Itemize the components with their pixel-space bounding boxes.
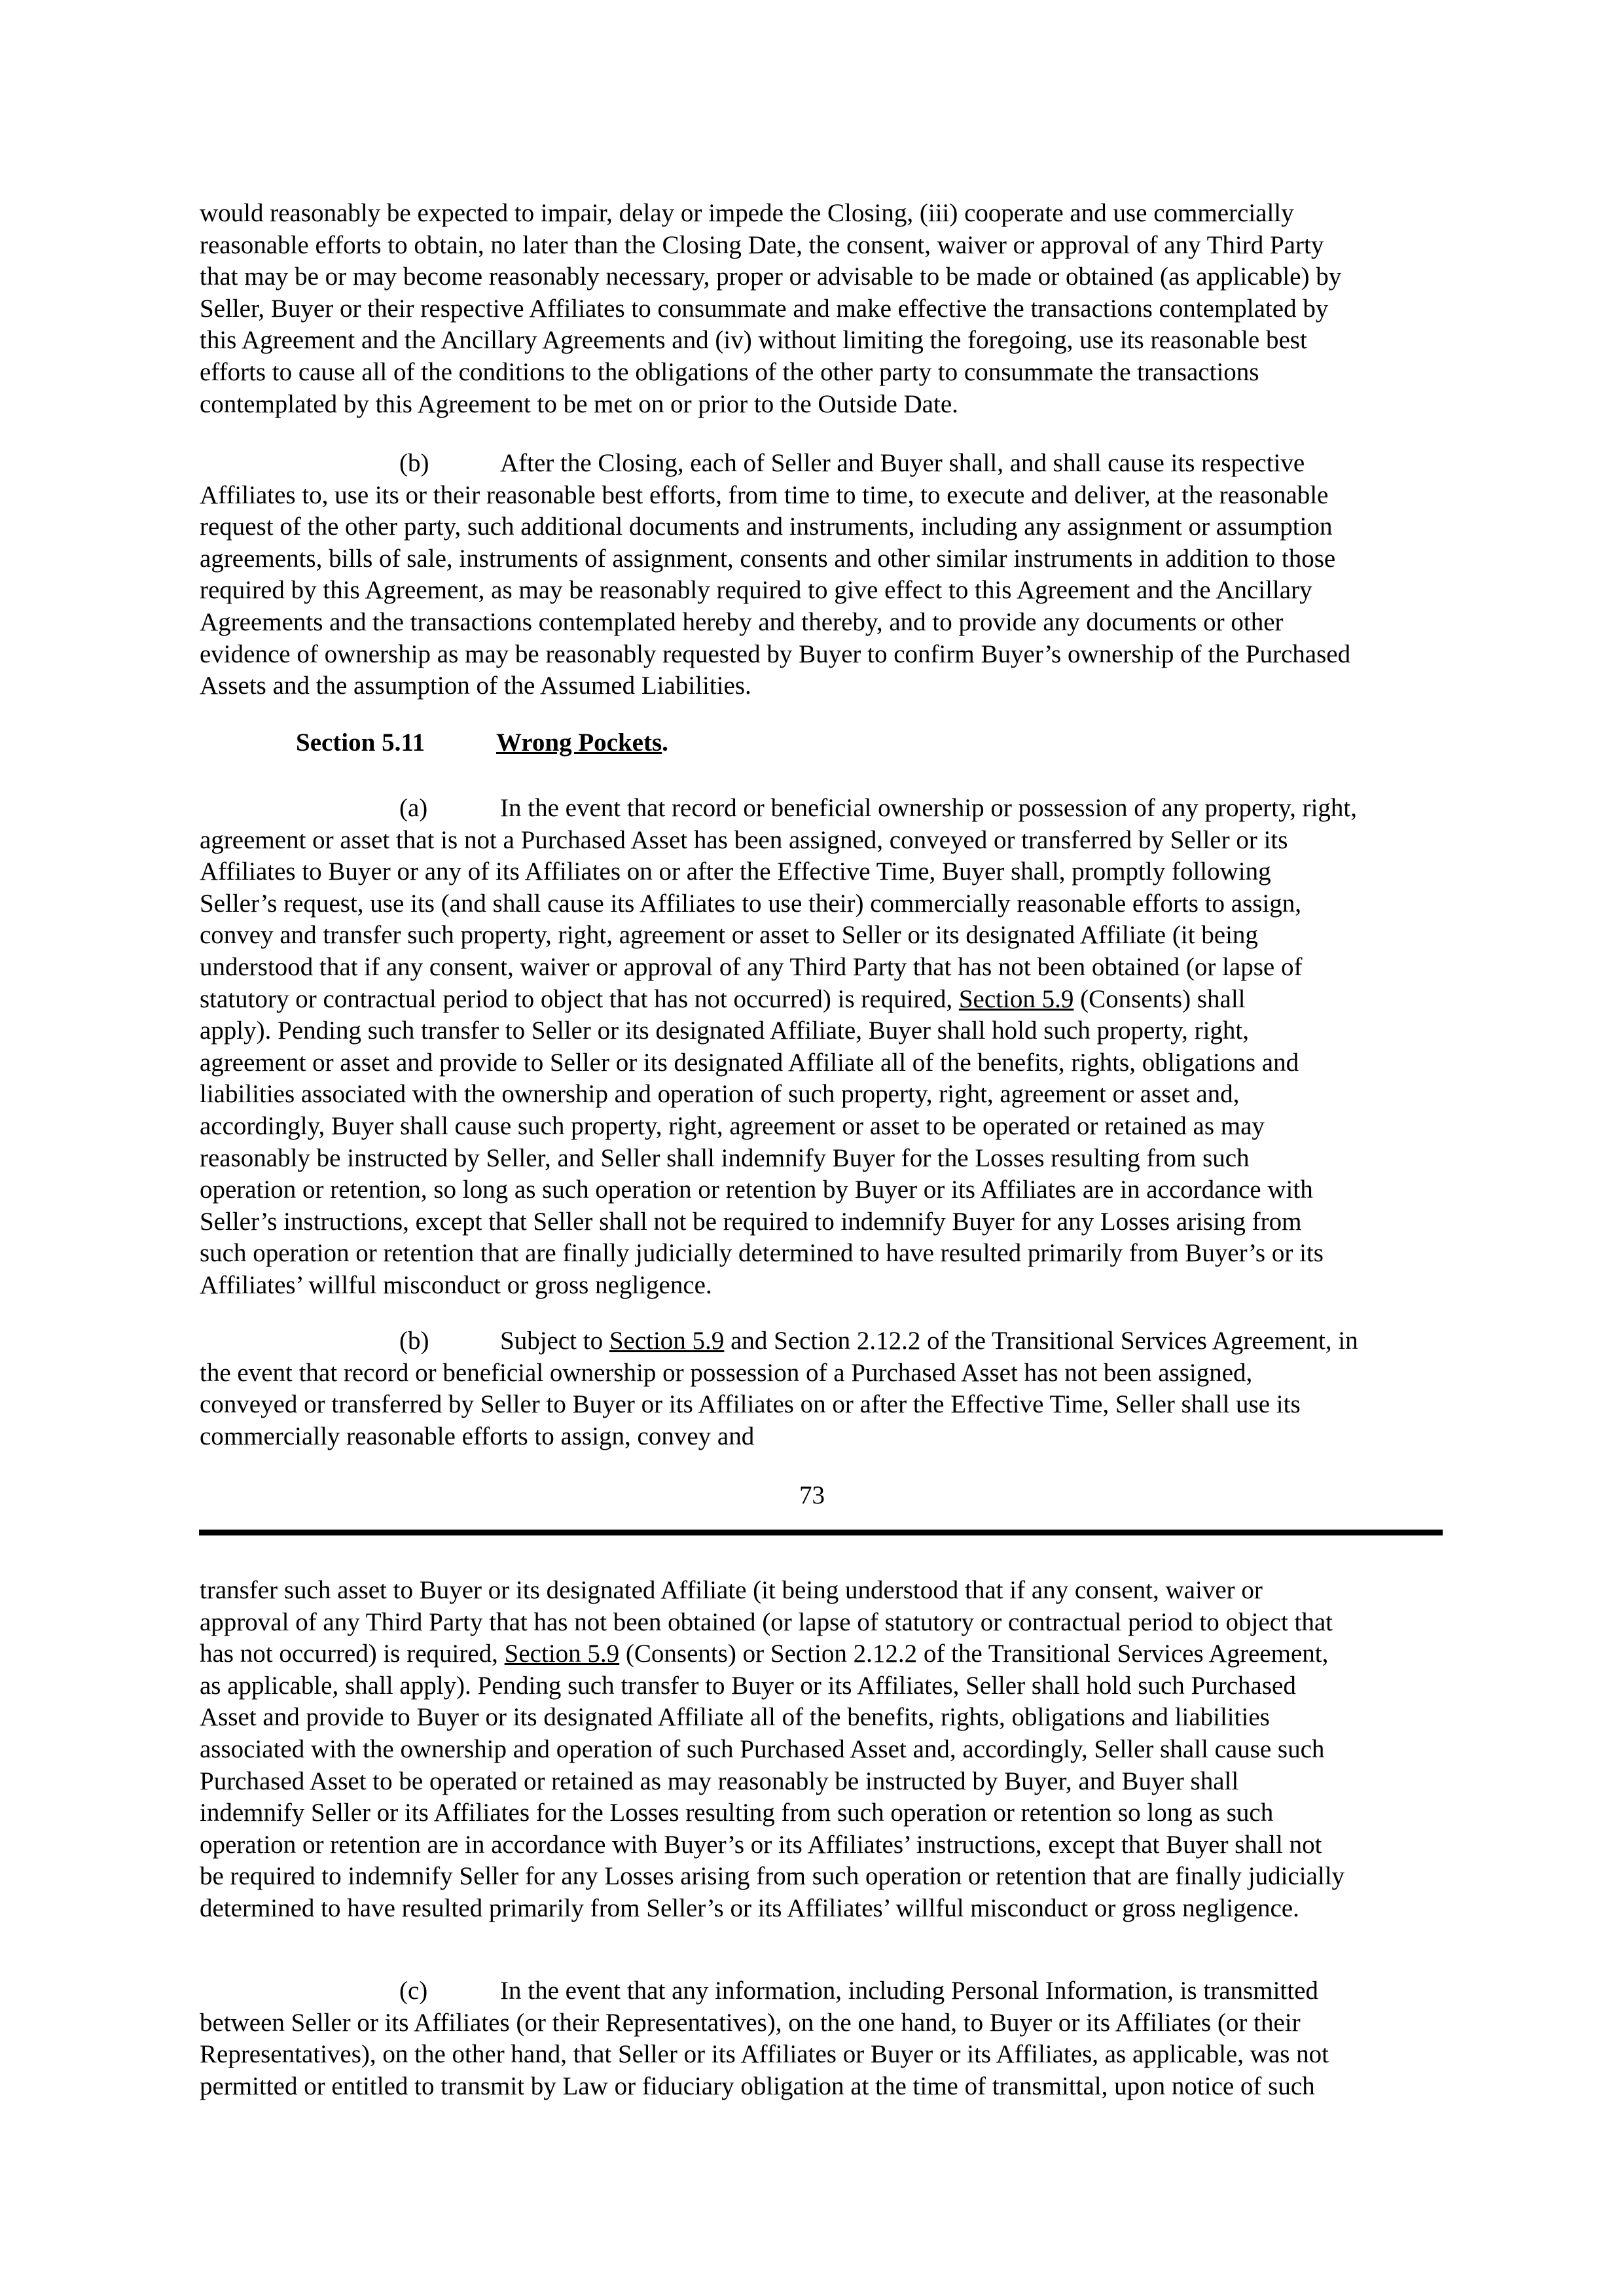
text-line: determined to have resulted primarily from Seller’s or its Affiliates’ willful misconduct or gross negligence. bbox=[200, 1893, 1299, 1922]
paragraph-first-line bbox=[200, 1975, 1443, 2007]
text-line: operation or retention are in accordance with Buyer’s or its Affiliates’ instructions, except that Buyer shall not bbox=[200, 1830, 1322, 1859]
cross-reference: Section 5.9 bbox=[504, 1640, 620, 1668]
paragraph-label: (c) bbox=[399, 1977, 428, 2005]
cross-reference: Section 5.9 bbox=[609, 1327, 725, 1355]
text-line: Affiliates to, use its or their reasonable best efforts, from time to time, to execute and deliver, at the reasonable bbox=[200, 480, 1329, 509]
text-line: the event that record or beneficial ownership or possession of a Purchased Asset has not been assigned, bbox=[200, 1358, 1253, 1387]
text-run: statutory or contractual period to object that has not occurred) is required, bbox=[200, 984, 959, 1013]
cross-reference: Section 5.9 bbox=[958, 984, 1074, 1013]
text-run: After the Closing, each of Seller and Buyer shall, and shall cause its respective bbox=[500, 449, 1305, 477]
text-line: indemnify Seller or its Affiliates for the Losses resulting from such operation or retention so long as such bbox=[200, 1799, 1274, 1827]
text-line: transfer such asset to Buyer or its designated Affiliate (it being understood that if any consent, waiver or bbox=[200, 1576, 1263, 1604]
text-run: Subject to bbox=[500, 1327, 609, 1355]
text-run: (Consents) shall bbox=[1074, 984, 1246, 1013]
section-heading bbox=[296, 727, 668, 759]
paragraph-label: (b) bbox=[399, 449, 429, 477]
text-line: Seller’s instructions, except that Seller shall not be required to indemnify Buyer for any Losses arising from bbox=[200, 1207, 1302, 1236]
text-line: Affiliates’ willful misconduct or gross negligence. bbox=[200, 1270, 712, 1299]
page-break-rule bbox=[199, 1530, 1443, 1535]
paragraph-label: (a) bbox=[399, 794, 428, 822]
text-line: Agreements and the transactions contemplated hereby and thereby, and to provide any documents or other bbox=[200, 607, 1284, 636]
text-line: would reasonably be expected to impair, delay or impede the Closing, (iii) cooperate and use commercially bbox=[200, 199, 1294, 227]
section-title: Wrong Pockets bbox=[496, 728, 662, 757]
text-line: Representatives), on the other hand, that Seller or its Affiliates or Buyer or its Affiliates, as applicable, was not bbox=[200, 2040, 1329, 2069]
paragraph-first-line bbox=[200, 793, 1443, 825]
text-line-with-reference bbox=[200, 984, 1443, 1016]
text-line: Affiliates to Buyer or any of its Affiliates on or after the Effective Time, Buyer shall, promptly following bbox=[200, 857, 1271, 886]
paragraph-first-line bbox=[200, 1325, 1443, 1357]
text-line: Assets and the assumption of the Assumed Liabilities. bbox=[200, 672, 751, 700]
text-line: permitted or entitled to transmit by Law or fiduciary obligation at the time of transmittal, upon notice of such bbox=[200, 2072, 1315, 2100]
text-line: understood that if any consent, waiver or approval of any Third Party that has not been obtained (or lapse of bbox=[200, 952, 1303, 981]
text-line: agreement or asset that is not a Purchased Asset has been assigned, conveyed or transferred by Seller or its bbox=[200, 825, 1288, 854]
paragraph-b-purchased-asset bbox=[200, 1325, 1443, 1452]
text-line: as applicable, shall apply). Pending such transfer to Buyer or its Affiliates, Seller shall hold such Purchased bbox=[200, 1671, 1296, 1700]
text-line: that may be or may become reasonably necessary, proper or advisable to be made or obtained (as applicable) by bbox=[200, 262, 1342, 291]
text-run: In the event that any information, including Personal Information, is transmitted bbox=[500, 1977, 1318, 2005]
paragraph-b-further-assurances bbox=[200, 448, 1443, 702]
text-line: Purchased Asset to be operated or retained as may reasonably be instructed by Buyer, and Buyer shall bbox=[200, 1767, 1239, 1795]
section-title-period: . bbox=[662, 728, 668, 757]
text-line: Seller’s request, use its (and shall cause its Affiliates to use their) commercially reasonable efforts to assign, bbox=[200, 889, 1302, 918]
text-line: such operation or retention that are finally judicially determined to have resulted primarily from Buyer’s or its bbox=[200, 1239, 1324, 1268]
text-line: convey and transfer such property, right, agreement or asset to Seller or its designated Affiliate (it being bbox=[200, 921, 1258, 950]
text-line: evidence of ownership as may be reasonably requested by Buyer to confirm Buyer’s ownership of the Purchased bbox=[200, 639, 1351, 668]
paragraph-c-information bbox=[200, 1975, 1443, 2102]
section-number: Section 5.11 bbox=[296, 728, 425, 757]
text-line: agreement or asset and provide to Seller or its designated Affiliate all of the benefits, rights, obligations and bbox=[200, 1048, 1299, 1077]
text-run: and Section 2.12.2 of the Transitional Services Agreement, in bbox=[724, 1327, 1358, 1355]
text-line: associated with the ownership and operation of such Purchased Asset and, accordingly, Seller shall cause such bbox=[200, 1734, 1325, 1763]
text-line: reasonable efforts to obtain, no later than the Closing Date, the consent, waiver or approval of any Third Party bbox=[200, 230, 1324, 259]
text-line: request of the other party, such additional documents and instruments, including any assignment or assumption bbox=[200, 512, 1333, 541]
text-line: Asset and provide to Buyer or its designated Affiliate all of the benefits, rights, obligations and liabilities bbox=[200, 1703, 1270, 1732]
paragraph-label: (b) bbox=[399, 1327, 429, 1355]
text-line: liabilities associated with the ownership and operation of such property, right, agreement or asset and, bbox=[200, 1080, 1240, 1109]
paragraph-continuation bbox=[200, 198, 1443, 420]
text-run: In the event that record or beneficial ownership or possession of any property, right, bbox=[500, 794, 1357, 822]
paragraph-continuation bbox=[200, 1575, 1443, 1925]
text-run: (Consents) or Section 2.12.2 of the Transitional Services Agreement, bbox=[619, 1640, 1329, 1668]
text-line: Seller, Buyer or their respective Affiliates to consummate and make effective the transactions contemplated by bbox=[200, 294, 1329, 323]
text-run: has not occurred) is required, bbox=[200, 1640, 505, 1668]
text-line: approval of any Third Party that has not been obtained (or lapse of statutory or contractual period to object that bbox=[200, 1607, 1333, 1636]
text-line: reasonably be instructed by Seller, and Seller shall indemnify Buyer for the Losses resulting from such bbox=[200, 1143, 1250, 1172]
paragraph-a-wrong-pockets bbox=[200, 793, 1443, 1302]
text-line: required by this Agreement, as may be reasonably required to give effect to this Agreement and the Ancillary bbox=[200, 576, 1312, 605]
text-line: operation or retention, so long as such operation or retention by Buyer or its Affiliates are in accordance with bbox=[200, 1175, 1313, 1204]
text-line-with-reference bbox=[200, 1638, 1443, 1670]
text-line: commercially reasonable efforts to assign, convey and bbox=[200, 1422, 755, 1450]
paragraph-first-line bbox=[200, 448, 1443, 480]
text-line: agreements, bills of sale, instruments of assignment, consents and other similar instruments in addition to those bbox=[200, 544, 1336, 573]
text-line: this Agreement and the Ancillary Agreements and (iv) without limiting the foregoing, use its reasonable best bbox=[200, 326, 1307, 355]
text-line: conveyed or transferred by Seller to Buyer or its Affiliates on or after the Effective Time, Seller shall use its bbox=[200, 1390, 1301, 1419]
text-line: accordingly, Buyer shall cause such property, right, agreement or asset to be operated or retained as may bbox=[200, 1111, 1265, 1140]
text-line: contemplated by this Agreement to be met on or prior to the Outside Date. bbox=[200, 389, 958, 418]
text-line: efforts to cause all of the conditions to the obligations of the other party to consummate the transactions bbox=[200, 357, 1259, 386]
text-line: be required to indemnify Seller for any Losses arising from such operation or retention that are finally judicially bbox=[200, 1862, 1345, 1891]
page-number: 73 bbox=[799, 1481, 825, 1509]
text-line: between Seller or its Affiliates (or their Representatives), on the one hand, to Buyer or its Affiliates (or their bbox=[200, 2008, 1301, 2037]
text-line: apply). Pending such transfer to Seller or its designated Affiliate, Buyer shall hold such property, right, bbox=[200, 1016, 1249, 1045]
